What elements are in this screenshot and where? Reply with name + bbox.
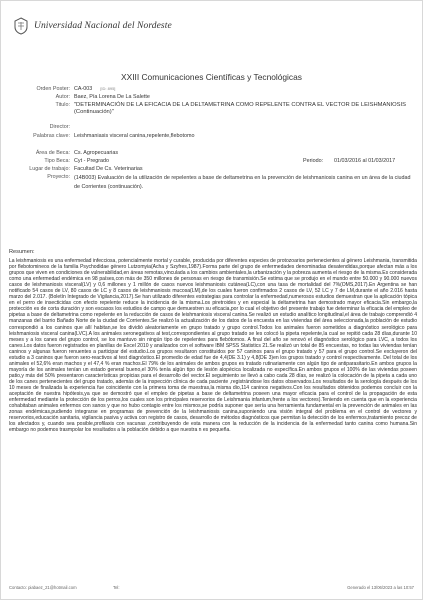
orden-code: [ID: 895] [100, 86, 116, 91]
metadata-block [9, 86, 417, 190]
autor-value: Baez, Pía Lorena De La Salette [74, 94, 150, 100]
lugar-trabajo-label: Lugar de trabajo: [29, 166, 70, 172]
titulo-value: "DETERMINACIÓN DE LA EFICACIA DE LA DELTAMETRINA COMO REPELENTE CONTRA EL VECTOR DE LEISHMANIOSIS (Continuación)" [74, 102, 407, 116]
tipo-beca-value: Cyt - Pregrado [74, 158, 110, 164]
palabras-clave-value: Leishmaniasis visceral canina,repelente,flebotomo [74, 133, 195, 139]
titulo-label: Titulo: [55, 102, 70, 108]
footer-generated: Generado el 13/06/2023 a las 10:57 [347, 585, 414, 590]
resumen-label: Resumen: [9, 249, 35, 255]
university-name: Universidad Nacional del Nordeste [34, 21, 172, 31]
orden-poster-label: Orden Poster: [36, 86, 70, 92]
periodo-label: Periodo: [303, 158, 324, 164]
university-logo [13, 17, 172, 35]
lugar-trabajo-value: Facultad De Cs. Veterinarias [74, 166, 143, 172]
periodo-value: 01/03/2016 al 01/03/2017 [334, 158, 396, 164]
area-beca-value: Cs. Agropecuarias [74, 150, 119, 156]
footer-tel: Tel: [113, 585, 120, 590]
proyecto-label: Proyecto: [47, 174, 70, 180]
autor-label: Autor: [55, 94, 70, 100]
proyecto-value: (14B003) Evaluación de la utilización de repelentes a base de deltametrina en la prevención de leishmaniosis canina en un área de la ciudad de Corrientes (continuación). [74, 175, 411, 190]
palabras-clave-label: Palabras clave: [33, 133, 70, 139]
area-beca-label: Área de Beca: [35, 150, 70, 156]
resumen-text: La leishmaniosis es una enfermedad infecciosa, potencialmente mortal y curable, producida por diferentes especies de protozoarios pertenecientes al género Leishmania, transmitida por flebotomineos de la familia Psychodidae género Lutzomyia(Acha y Szyfres,1987).Forma parte del grupo de enfermedades denominadas desatendidas,porque afectan más a los grupos que viven en condiciones de vulnerabilidad,en áreas remotas,vinculada a los cambios ambientales,la urbanización y la pobreza aumenta el riesgo de la misma.Es considerada como una enfermedad endémica en 98 países,con más de 350 millones de personas en riesgo de transmisión.Se estima que se produjo en el mundo entre 50.000 y 90.000 nuevos casos de leishmaniosis visceral(LV) y 0,6 millones y 1 millón de casos nuevos leishmaniosis cutánea(LC),con una tasa de mortalidad del 7%(OMS,2017).En Argentina se han notificado 54 casos de LV, 80 casos de LC y 8 casos de leishmaniosis mucosa(LM),de los cuales fueron confirmados 2 casos de LV, 52 LC y 7 de LM,durante el año 2.016 hasta marzo del 2.017. (Boletín Integrado de Vigilancia,2017).Se han utilizado diferentes estrategias para controlar la enfermedad,numerosos estudios demuestran que la aplicación tópica en el perro de insecticidas con efecto repelente reduce la incidencia de la misma.Los piretroides y en especial la deltametrina han demostrado mayor eficacia.Sin embargo,la protección es de corta duración y son escasos los estudios de campo que demuestren su eficacia,por lo cual el objetivo del presente trabajo fue determinar la eficacia del empleo de pipetas a base de deltametrina como repelente en la reducción de casos de leishmaniosis visceral canina.Se realizó un estudio analítico longitudinal,el área de trabajo comprendió 4 manzanas del barrio Bañado Norte de la ciudad de Corrientes.Se realizó la actualización de los datos de la encuesta en las viviendas del área seleccionada,la población de estudio correspondió a los caninos que allí habitan,se los dividió aleatoriamente en grupo tratado y grupo control.Todos los animales fueron sometidos a diagnóstico serológico para leishmaniosis visceral canina(LVC).A los animales seronegativos al test,correspondientes al grupo tratado se les colocó la pipeta repelente,la cual se repitió cada 28 días,durante 10 meses y a los canes del grupo control, se los mantuvo sin ningún tipo de repelentes para flebótomos. A final del año se renovó el diagnóstico serológico para LVC, a todos los canes.Los datos fueron registrados en planillas de Excel 2010 y analizados con el software IBM SPSS Statistics 21.Se realizó un total de 85 encuestas, no todas las viviendas tenían caninos y algunas fueron renuentes a participar del estudio.Los grupos resultaron constituidos por 57 caninos para el grupo tratado y 57 para el grupo control.Se excluyeron del estudio a 3 caninos que fueron sero-reactivos al test diagnóstico.El promedio de edad fue de 4,4(DE 3.1) y 4,8(DE 3)en los grupos tratado y control respectivamente. Del total de los animales el 52,6% eran machos y el 47,4 % eran machos.El 79% de los animales de ambos grupos es tratado rutinariamente con algún tipo de antiparasitario.En ambos grupos la mayoría de los animales tenían un estado general bueno,el 30% tenía algún tipo de lesión alopécica localizada no específica.En ambos grupos el 100% de las viviendas poseen patio,y más del 50% presentaron características propicias para el desarrollo del vector.El seguimiento se llevó a cabo cada 28 días, se realizó la colocación de la pipeta a cada uno de los canes pertenecientes del grupo tratado, además de la inspección clínica de cada paciente ,registrándose los datos observados.Los resultados de la serología después de los 10 meses de finalizada la experiencia fue coincidente con la primera toma de muestras,la misma dio,114 caninos negativos.Con los resultados obtenidos podemos concluir con la aceptación de nuestra hipótesis,ya que se demostró que el empleo de pipetas a base de deltametrina poseen una mayor eficacia para el control de la propagación de esta enfermedad mediante la protección de los perros,los cuales son los principales reservorios de Leishmania infantum,frente a los vectores).Teniendo en cuenta que en la experiencia cohabitaban animales enfermos con sanos y que no hubo contagio entre los mismos,se podría suponer que sería una herramienta fundamental en la prevención de animales en las zonas endémicas,pudiendo integrarse en programas de prevención de la leishmaniosis canina,suponiendo una visión integral del problema en el control de vectores y reservorios,educación sanitaria, vigilancia pasiva y activa con registro de casos, desarrollo de métodos diagnósticos que permitan la detección de los enfermos,tratamiento precoz de los afectados y, cuando sea posible,profilaxis con vacunas ,contribuyendo de esta manera con la reducción de la incidencia de la enfermedad tanto canina como humana.Sin embargo no podemos trasmpolar los resultados a la población debido a que nuestra n es pequeña. [9, 258, 417, 434]
director-label: Director: [49, 124, 70, 130]
section-title: XXIII Comunicaciones Científicas y Tecnológicas [121, 72, 302, 82]
tipo-beca-label: Tipo Beca: [44, 158, 70, 164]
orden-poster-value: CA-003 [74, 86, 93, 92]
footer-contact: Contacto: piabaez_21@hotmail.com [9, 585, 77, 590]
crest-icon [13, 17, 29, 35]
